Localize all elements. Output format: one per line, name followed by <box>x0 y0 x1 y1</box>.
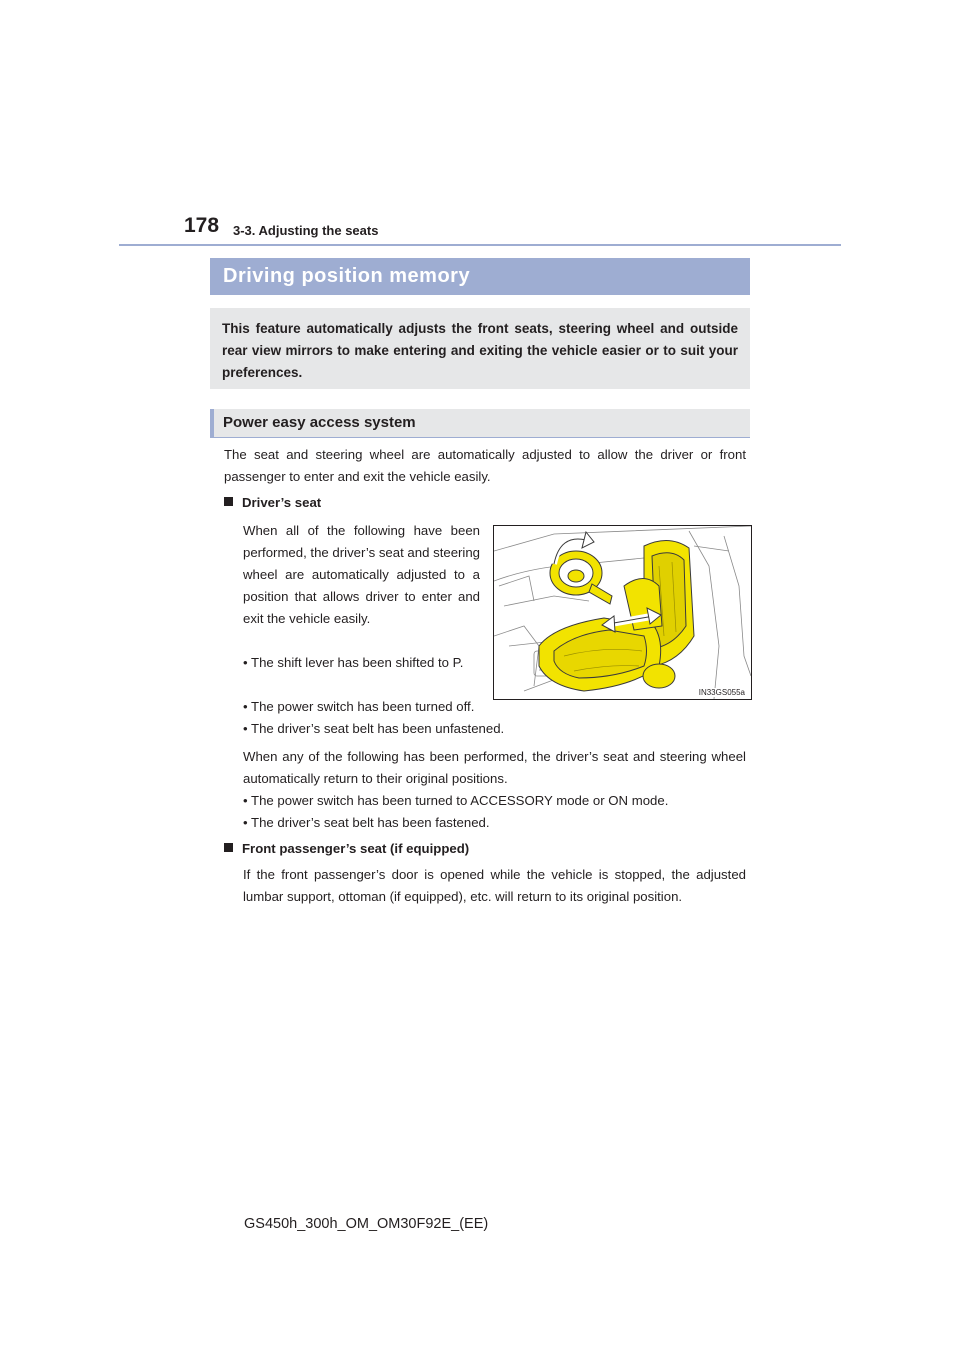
intro-box <box>210 308 750 389</box>
section-title: 3-3. Adjusting the seats <box>233 223 379 238</box>
page-number: 178 <box>184 214 220 237</box>
square-bullet-icon <box>224 497 233 506</box>
intro-text: This feature automatically adjusts the front seats, steering wheel and outside rear view mirrors to make entering and exiting the vehicle easier or to suit your preferences. <box>222 321 738 380</box>
return-paragraph: When any of the following has been performed, the driver’s seat and steering wheel automatically return to their original positions. <box>243 749 746 786</box>
subheading-bar <box>210 409 750 438</box>
footer-doc-code: GS450h_300h_OM_OM30F92E_(EE) <box>244 1216 489 1232</box>
passenger-seat-paragraph: If the front passenger’s door is opened while the vehicle is stopped, the adjusted lumbar support, ottoman (if equipped), etc. will return to its original position. <box>243 867 746 904</box>
drivers-seat-heading <box>224 492 321 514</box>
drivers-seat-heading-text: Driver’s seat <box>242 495 322 510</box>
header-rule <box>119 244 841 246</box>
subheading-accent <box>210 409 214 437</box>
return-condition-item: • The driver’s seat belt has been fastened. <box>243 815 490 830</box>
passenger-seat-heading <box>224 838 469 860</box>
square-bullet-icon <box>224 843 233 852</box>
seat-illustration <box>493 525 752 700</box>
condition-item: • The shift lever has been shifted to P. <box>243 655 464 670</box>
page-title: Driving position memory <box>223 265 471 287</box>
title-bar <box>210 258 750 295</box>
return-condition-item: • The power switch has been turned to ACCESSORY mode or ON mode. <box>243 793 669 808</box>
seat-adjustment-diagram <box>494 526 751 699</box>
drivers-seat-paragraph: When all of the following have been performed, the driver’s seat and steering wheel are automatically adjusted to a position that allows driver to enter and exit the vehicle easily. <box>243 523 481 626</box>
illustration-code: IN33GS055a <box>698 688 745 697</box>
subheading: Power easy access system <box>223 414 416 431</box>
lead-paragraph: The seat and steering wheel are automatically adjusted to allow the driver or front passenger to enter and exit the vehicle easily. <box>224 447 746 484</box>
condition-item: • The power switch has been turned off. <box>243 699 475 714</box>
condition-item: • The driver’s seat belt has been unfastened. <box>243 721 505 736</box>
passenger-seat-heading-text: Front passenger’s seat (if equipped) <box>242 841 470 856</box>
